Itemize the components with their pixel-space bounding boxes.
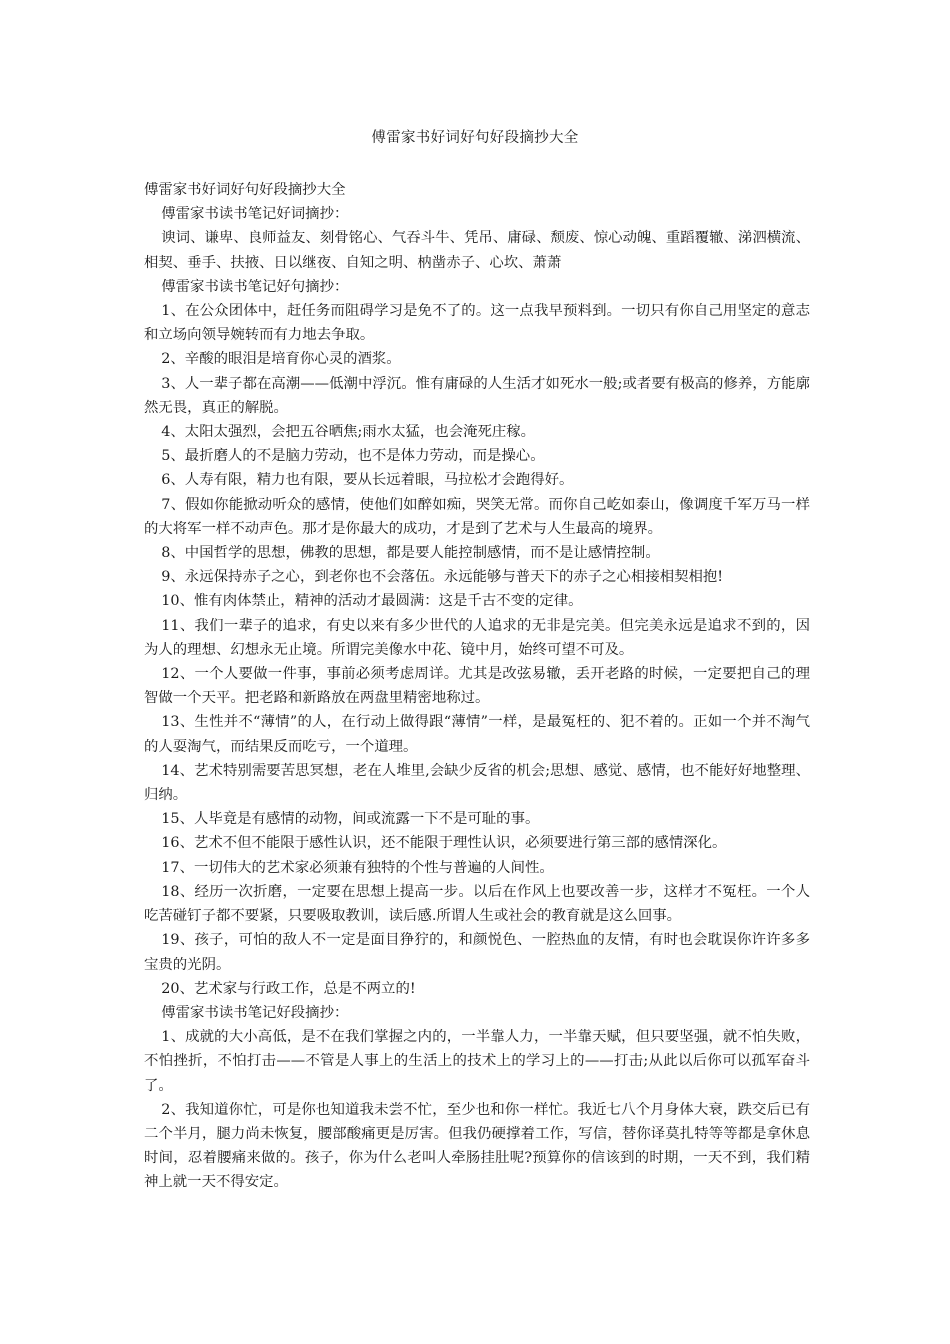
paragraph: 傅雷家书读书笔记好段摘抄： [161, 1004, 349, 1021]
paragraph: 2、辛酸的眼泪是培育你心灵的酒浆。 [161, 351, 401, 368]
paragraph: 2、我知道你忙，可是你也知道我未尝不忙，至少也和你一样忙。我近七八个月身体大衰，跌交后已有二个半月，腿力尚未恢复，腰部酸痛更是厉害。但我仍硬撑着工作，写信，替你译莫扎特等等都是拿休息时间，忍着腰痛来做的。孩子，你为什么老叫人牵肠挂肚呢?预算你的信该到的时期，一天不到，我们精神上就一天不得安定。 [144, 1101, 810, 1191]
paragraph: 傅雷家书读书笔记好句摘抄： [161, 278, 349, 295]
paragraph: 16、艺术不但不能限于感性认识，还不能限于理性认识，必须要进行第三部的感情深化。 [161, 835, 727, 852]
paragraph: 7、假如你能掀动听众的感情，使他们如醉如痴，哭笑无常。而你自己屹如泰山，像调度千军万马一样的大将军一样不动声色。那才是你最大的成功，才是到了艺术与人生最高的境界。 [144, 496, 810, 537]
paragraph: 傅雷家书好词好句好段摘抄大全 [144, 182, 346, 198]
paragraph: 12、一个人要做一件事，事前必须考虑周详。尤其是改弦易辙，丢开老路的时候，一定要把自己的理智做一个天平。把老路和新路放在两盘里精密地称过。 [144, 666, 810, 707]
document-body [144, 178, 810, 1195]
paragraph: 18、经历一次折磨，一定要在思想上提高一步。以后在作风上也要改善一步，这样才不冤枉。一个人吃苦碰钉子都不要紧，只要吸取教训，读后感.所谓人生或社会的教育就是这么回事。 [144, 883, 810, 925]
paragraph: 8、中国哲学的思想，佛教的思想，都是要人能控制感情，而不是让感情控制。 [161, 545, 660, 562]
paragraph: 6、人寿有限，精力也有限，要从长远着眼，马拉松才会跑得好。 [161, 472, 574, 489]
page-title: 傅雷家书好词好句好段摘抄大全 [371, 130, 579, 146]
paragraph: 14、艺术特别需要苦思冥想，老在人堆里,会缺少反省的机会;思想、感觉、感情，也不能好好地整理、归纳。 [144, 762, 810, 804]
paragraph: 4、太阳太强烈，会把五谷晒焦;雨水太猛，也会淹死庄稼。 [161, 424, 536, 441]
paragraph: 9、永远保持赤子之心，到老你也不会落伍。永远能够与普天下的赤子之心相接相契相抱! [161, 569, 724, 586]
paragraph: 11、我们一辈子的追求，有史以来有多少世代的人追求的无非是完美。但完美永远是追求不到的，因为人的理想、幻想永无止境。所谓完美像水中花、镜中月，始终可望不可及。 [144, 617, 810, 658]
paragraph: 13、生性并不“薄情”的人，在行动上做得跟“薄情”一样，是最冤枉的、犯不着的。正如一个并不淘气的人耍淘气，而结果反而吃亏，一个道理。 [144, 714, 810, 755]
paragraph: 17、一切伟大的艺术家必须兼有独特的个性与普遍的人间性。 [161, 859, 554, 876]
paragraph: 谀词、谦卑、良师益友、刻骨铭心、气吞斗牛、凭吊、庸碌、颓废、惊心动魄、重蹈覆辙、涕泗横流、相契、垂手、扶掖、日以继夜、自知之明、枘凿赤子、心坎、萧萧 [144, 230, 810, 271]
paragraph: 1、在公众团体中，赶任务而阻碍学习是免不了的。这一点我早预料到。一切只有你自己用坚定的意志和立场向领导婉转而有力地去争取。 [144, 303, 810, 344]
paragraph: 20、艺术家与行政工作，总是不两立的! [161, 980, 416, 997]
paragraph: 3、人一辈子都在高潮——低潮中浮沉。惟有庸碌的人生活才如死水一般;或者要有极高的修养，方能廓然无畏，真正的解脱。 [144, 375, 810, 416]
paragraph: 1、成就的大小高低，是不在我们掌握之内的，一半靠人力，一半靠天赋，但只要坚强，就不怕失败，不怕挫折，不怕打击——不管是人事上的生活上的技术上的学习上的——打击;从此以后你可以孤军奋斗了。 [144, 1029, 810, 1094]
paragraph: 5、最折磨人的不是脑力劳动，也不是体力劳动，而是操心。 [161, 448, 545, 465]
paragraph: 15、人毕竟是有感情的动物，间或流露一下不是可耻的事。 [161, 811, 540, 828]
paragraph: 10、惟有肉体禁止，精神的活动才最圆满：这是千古不变的定律。 [161, 593, 583, 610]
paragraph: 傅雷家书读书笔记好词摘抄： [161, 206, 349, 223]
paragraph: 19、孩子，可怕的敌人不一定是面目狰狞的，和颜悦色、一腔热血的友情，有时也会耽误你许许多多宝贵的光阴。 [144, 932, 810, 973]
